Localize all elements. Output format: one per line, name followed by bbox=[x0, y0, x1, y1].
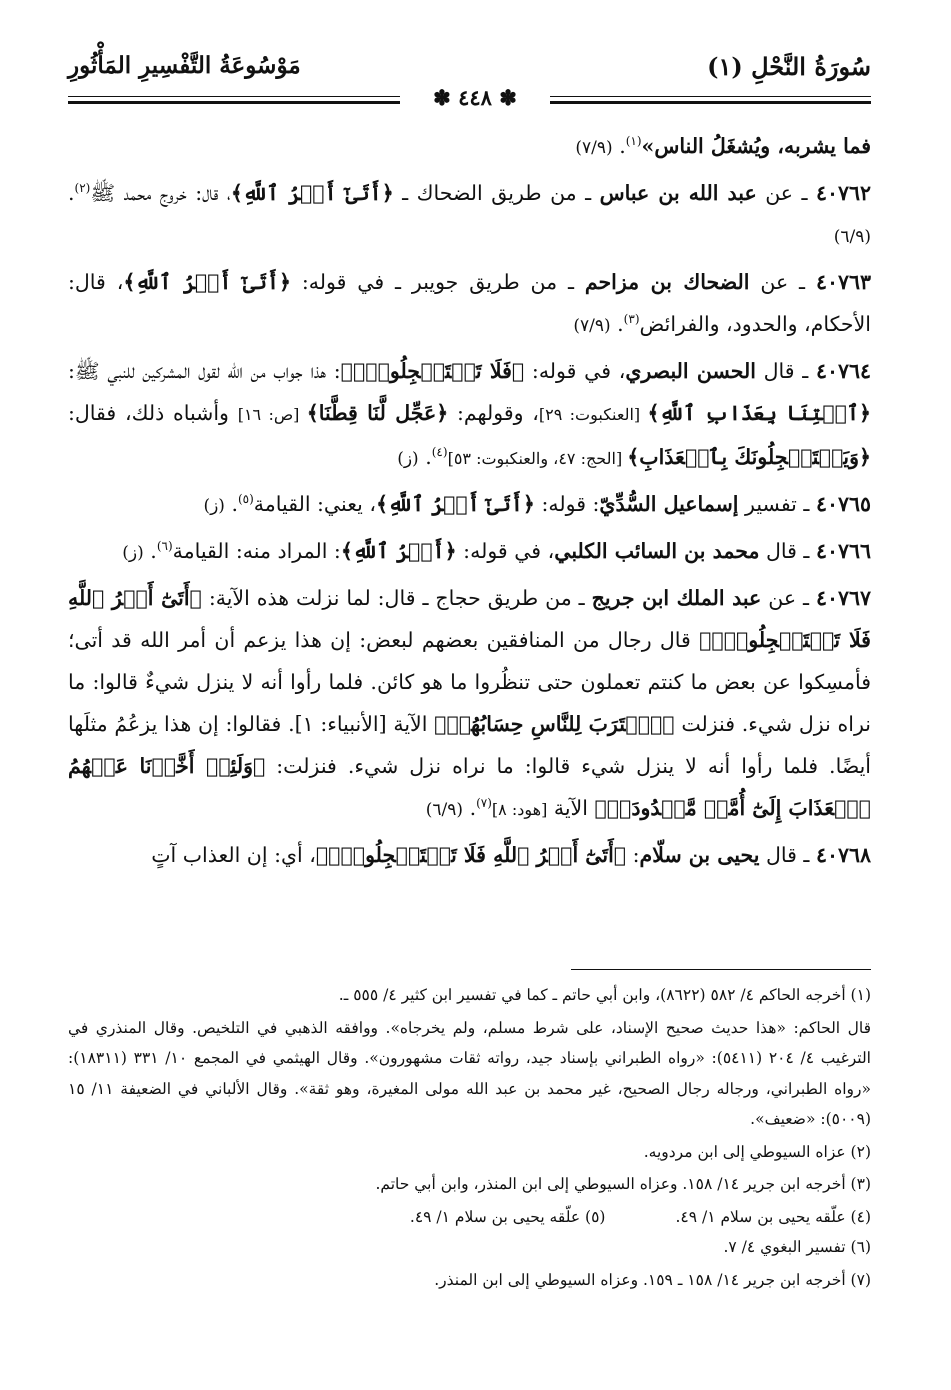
entry-continuation: فما يشربه، ويُشغَلُ الناس»$^{(١)}$. (٧/٩) bbox=[575, 134, 871, 158]
narrator-name: عبد الله بن عباس bbox=[599, 181, 757, 205]
volume-page-ref: (ز) bbox=[122, 543, 144, 563]
footnote-3: (٣) أخرجه ابن جرير ١٤/ ١٥٨. وعزاه السيوطي إلى ابن المنذر، وابن أبي حاتم. bbox=[375, 1175, 871, 1193]
entry-40763: ٤٠٧٦٣ ـ عن الضحاك بن مزاحم ـ من طريق جويبر ـ في قوله: ﴿أَتَىٰٓ أَمۡرُ ٱللَّهِ﴾، قال: الأحكام، والحدود، والفرائض$^{(٣)}$. (٧/٩) bbox=[68, 270, 871, 336]
surah-running-head: سُورَةُ النَّحْلِ (١) bbox=[707, 52, 871, 81]
quran-quote: ﴿وَيَسۡتَعۡجِلُونَكَ بِٱلۡعَذَابِ﴾ bbox=[627, 445, 871, 469]
footnotes bbox=[68, 980, 871, 1297]
footnote-4: (٤) علّقه يحيى بن سلام ١/ ٤٩. bbox=[675, 1207, 871, 1226]
entry-number: ٤٠٧٦٤ bbox=[815, 359, 872, 383]
entry-number: ٤٠٧٦٨ bbox=[815, 843, 871, 867]
volume-page-ref: (٦/٩) bbox=[425, 800, 464, 820]
footnote-marker: (١) bbox=[625, 134, 642, 149]
footnote-marker: (٥) bbox=[237, 492, 254, 507]
volume-page-ref: (٧/٩) bbox=[575, 138, 613, 158]
footnote-marker: (٦) bbox=[156, 539, 173, 554]
entry-number: ٤٠٧٦٧ bbox=[815, 586, 872, 610]
quran-quote: ﴿ٱئۡتِنَا بِعَذَابِ ٱللَّهِ﴾ bbox=[647, 401, 871, 425]
quran-quote: ﴿عَجِّل لَّنَا قِطَّنَا﴾ bbox=[306, 401, 449, 425]
narrator-name: يحيى بن سلّام bbox=[639, 843, 760, 867]
quran-quote: ﴿وَلَئِنۡ أَخَّرۡنَا عَنۡهُمُ ٱلۡعَذَابَ إِلَىٰٓ أُمَّةٖ مَّعۡدُودَةٖ﴾ bbox=[68, 754, 871, 820]
quran-quote: ﴿فَلَا تَسۡتَعۡجِلُوهُۚ﴾ bbox=[340, 359, 525, 383]
volume-page-ref: (٦/٩) bbox=[833, 227, 871, 247]
entry-40764: ٤٠٧٦٤ ـ قال الحسن البصري، في قوله: ﴿فَلَا تَسۡتَعۡجِلُوهُۚ﴾: هذا جواب من الله لقول المشركين للنبي ﷺ: ﴿ٱئۡتِنَا بِعَذَابِ ٱللَّهِ﴾ [العنكبوت: ٢٩]، وقولهم: ﴿عَجِّل لَّنَا قِطَّنَا﴾ [ص: ١٦] وأشباه ذلك، فقال: ﴿وَيَسۡتَعۡجِلُونَكَ بِٱلۡعَذَابِ﴾ [الحج: ٤٧، والعنكبوت: ٥٣]$^{(٤)}$. (ز) bbox=[68, 359, 872, 469]
quran-quote: ﴿أَتَىٰٓ أَمۡرُ ٱللَّهِ فَلَا تَسۡتَعۡجِلُوهُۚ﴾ bbox=[315, 843, 627, 867]
footnote-marker: (٤) bbox=[431, 445, 448, 460]
quran-quote: ﴿ٱقۡتَرَبَ لِلنَّاسِ حِسَابُهُمۡ﴾ bbox=[434, 712, 675, 736]
footnote-7: (٧) أخرجه ابن جرير ١٤/ ١٥٨ ـ ١٥٩. وعزاه السيوطي إلى ابن المنذر. bbox=[434, 1270, 871, 1289]
footnote-marker: (٧) bbox=[476, 796, 492, 811]
verse-citation: [هود: ٨] bbox=[491, 800, 548, 819]
verse-citation: [ص: ١٦] bbox=[237, 405, 307, 424]
entry-40766: ٤٠٧٦٦ ـ قال محمد بن السائب الكلبي، في قوله: ﴿أَمۡرُ ٱللَّهِ﴾: المراد منه: القيامة$^{(٦)}$. (ز) bbox=[122, 539, 871, 563]
footnote-marker: (٢) bbox=[74, 181, 91, 196]
footnote-6: (٦) تفسير البغوي ٤/ ٧. bbox=[723, 1238, 871, 1256]
volume-page-ref: (ز) bbox=[397, 449, 419, 469]
entry-number: ٤٠٧٦٢ bbox=[815, 181, 872, 205]
quran-quote: ﴿أَتَىٰٓ أَمۡرُ ٱللَّهِ﴾ bbox=[375, 492, 535, 516]
quran-quote: ﴿أَتَىٰٓ أَمۡرُ ٱللَّهِ فَلَا تَسۡتَعۡجِلُوهُۚ﴾ bbox=[68, 586, 871, 652]
footnote-separator bbox=[571, 969, 871, 970]
footnote-2: (٢) عزاه السيوطي إلى ابن مردويه. bbox=[643, 1142, 871, 1161]
verse-citation: [العنكبوت: ٢٩] bbox=[538, 405, 648, 424]
entry-40762: ٤٠٧٦٢ ـ عن عبد الله بن عباس ـ من طريق الضحاك ـ ﴿أَتَىٰٓ أَمۡرُ ٱللَّهِ﴾، قال: خروج محمد ﷺ$^{(٢)}$. (٦/٩) bbox=[68, 181, 872, 247]
ornament-left-icon: ✽ bbox=[433, 85, 459, 110]
footnote-1-commentary: قال الحاكم: «هذا حديث صحيح الإسناد، على شرط مسلم، ولم يخرجاه». ووافقه الذهبي في التلخيص. وقال المنذري في الترغيب ٤/ ٢٠٤ (٥٤١١): «رواه الطبراني بإسناد جيد، رواته ثقات مشهورون». وقال الهيثمي في المجمع ١٠/ ٣٣١ (١٨٣١١): «رواه الطبراني، ورجاله رجال الصحيح، غير محمد بن عبد الله مولى المغيرة، وهو ثقة». وقال الألباني في الضعيفة ١١/ ١٥ (٥٠٠٩): «ضعيف». bbox=[68, 1018, 871, 1128]
entry-number: ٤٠٧٦٦ bbox=[815, 539, 871, 563]
book-title-running-head: مَوْسُوعَةُ التَّفْسِيرِ المَأْثُورِ bbox=[68, 52, 301, 79]
page-number-ornament bbox=[400, 84, 550, 112]
narrator-name: الحسن البصري bbox=[625, 359, 756, 383]
footnote-5: (٥) علّقه يحيى بن سلام ١/ ٤٩. bbox=[409, 1207, 606, 1226]
narrator-name: عبد الملك ابن جريج bbox=[591, 586, 762, 610]
entry-40765: ٤٠٧٦٥ ـ تفسير إسماعيل السُّدِّيّ: قوله: ﴿أَتَىٰٓ أَمۡرُ ٱللَّهِ﴾، يعني: القيامة$^{(٥)}$. (ز) bbox=[203, 492, 871, 516]
volume-page-ref: (٧/٩) bbox=[573, 316, 611, 336]
footnote-1: (١) أخرجه الحاكم ٤/ ٥٨٢ (٨٦٢٢)، وابن أبي حاتم ـ كما في تفسير ابن كثير ٤/ ٥٥٥ ـ. bbox=[338, 986, 871, 1004]
verse-citation: [الحج: ٤٧، والعنكبوت: ٥٣] bbox=[447, 449, 628, 468]
quran-quote: ﴿أَتَىٰٓ أَمۡرُ ٱللَّهِ﴾ bbox=[123, 270, 292, 294]
narrator-name: محمد بن السائب الكلبي bbox=[554, 539, 760, 563]
ornament-right-icon: ✽ bbox=[491, 85, 517, 110]
quran-quote: ﴿أَتَىٰٓ أَمۡرُ ٱللَّهِ﴾ bbox=[230, 181, 394, 205]
narrator-name: الضحاك بن مزاحم bbox=[584, 270, 750, 294]
quran-quote: ﴿أَمۡرُ ٱللَّهِ﴾ bbox=[340, 539, 457, 563]
entry-number: ٤٠٧٦٥ bbox=[815, 492, 871, 516]
entry-40767: ٤٠٧٦٧ ـ عن عبد الملك ابن جريج ـ من طريق حجاج ـ قال: لما نزلت هذه الآية: ﴿أَتَىٰٓ أَمۡرُ ٱللَّهِ فَلَا تَسۡتَعۡجِلُوهُۚ﴾ قال رجال من المنافقين بعضهم لبعض: إن هذا يزعم أن أمر الله قد أتى؛ فأمسِكوا عن بعض ما كنتم تعملون حتى تنظُروا ما هو كائن. فلما رأوا أنه لا ينزل شيءٌ قالوا: ما نراه نزل شيء. فنزلت ﴿ٱقۡتَرَبَ لِلنَّاسِ حِسَابُهُمۡ﴾ الآية [الأنبياء: ١]. فقالوا: إن هذا يزعُمُ مثلَها أيضًا. فلما رأوا أنه لا ينزل شيء قالوا: ما نراه نزل شيء. فنزلت: ﴿وَلَئِنۡ أَخَّرۡنَا عَنۡهُمُ ٱلۡعَذَابَ إِلَىٰٓ أُمَّةٖ مَّعۡدُودَةٖ﴾ الآية [هود: ٨]$^{(٧)}$. (٦/٩) bbox=[68, 586, 872, 820]
volume-page-ref: (ز) bbox=[203, 496, 225, 516]
footnote-row-4-5 bbox=[68, 1202, 871, 1233]
page-number: ٤٤٨ bbox=[458, 85, 492, 110]
entry-number: ٤٠٧٦٣ bbox=[815, 270, 871, 294]
footnote-marker: (٣) bbox=[623, 312, 640, 327]
entry-40768: ٤٠٧٦٨ ـ قال يحيى بن سلّام: ﴿أَتَىٰٓ أَمۡرُ ٱللَّهِ فَلَا تَسۡتَعۡجِلُوهُۚ﴾، أي: إن العذاب آتٍ bbox=[151, 843, 871, 867]
narrator-name: إسماعيل السُّدِّيّ bbox=[599, 492, 739, 516]
main-text bbox=[68, 125, 871, 879]
